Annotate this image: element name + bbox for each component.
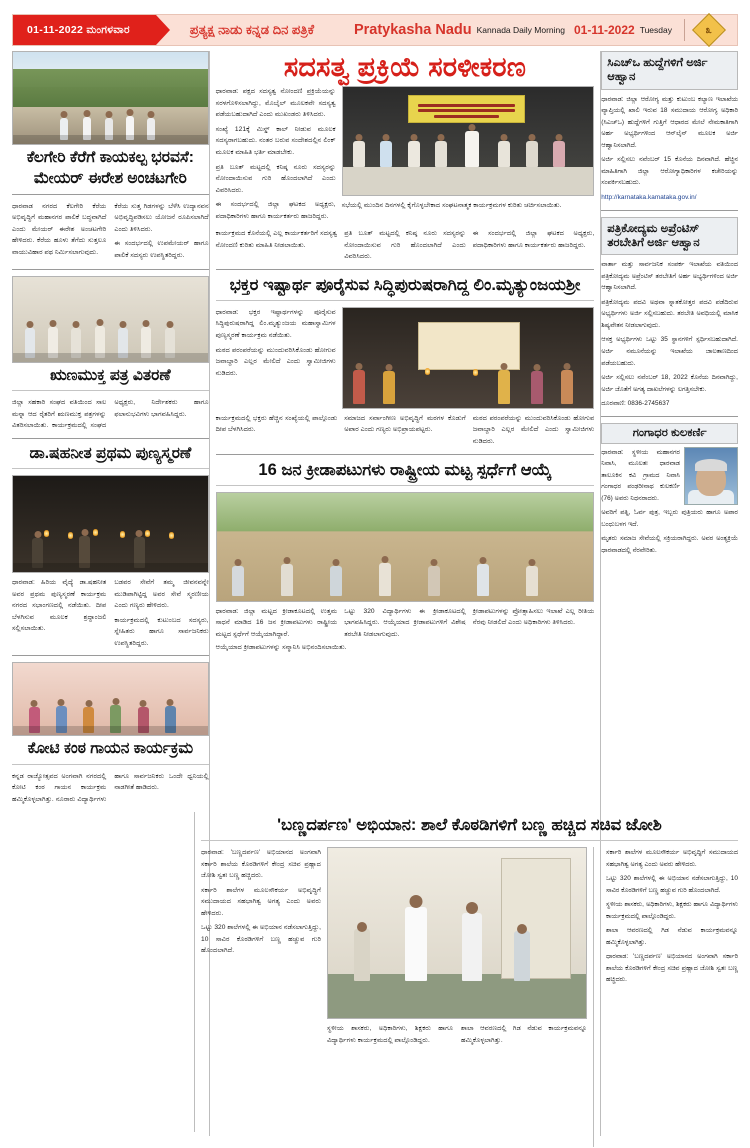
obituary-name: ಗಂಗಾಧರ ಕುಲಕರ್ಣಿ bbox=[601, 423, 738, 444]
lead-story-text-left bbox=[216, 86, 336, 225]
paint-story-text-right bbox=[606, 847, 738, 1147]
obituary-para-b: ಅವರಿಗೆ ಪತ್ನಿ, ಓರ್ವ ಪುತ್ರ, ಇಬ್ಬರು ಪುತ್ರಿಯರು ಹಾಗೂ ಅಪಾರ ಬಂಧುಬಳಗ ಇದೆ. bbox=[601, 509, 738, 528]
masthead-english-subtitle: Kannada Daily Morning bbox=[476, 25, 565, 35]
masthead-kannada-title: ಪ್ರತ್ಯಕ್ಷ ನಾಡು ಕನ್ನಡ ದಿನ ಪತ್ರಿಕೆ bbox=[189, 22, 315, 37]
paint-para-r5: ಧಾರವಾಡ: 'ಬಣ್ಣದರ್ಪಣ' ಅಭಿಯಾನದ ಅಂಗವಾಗಿ ಸರ್ಕಾರಿ ಶಾಲೆಯ ಕೊಠಡಿಗಳಿಗೆ ಕೇಂದ್ರ ಸಚಿವ ಪ್ರಹ್ಲಾದ ಜೋಶಿ ಸ್ವತಃ ಬಣ್ಣ ಹಚ್ಚಿದರು. bbox=[606, 953, 738, 984]
page-number-badge bbox=[692, 13, 726, 47]
paint-para-r4: ಶಾಲಾ ಆವರಣದಲ್ಲಿ ಗಿಡ ನೆಡುವ ಕಾರ್ಯಕ್ರಮವನ್ನೂ ಹಮ್ಮಿಕೊಳ್ಳಲಾಗಿತ್ತು. bbox=[606, 927, 738, 946]
left-story3-para-c: ಕಾರ್ಯಕ್ರಮದಲ್ಲಿ ಕುಟುಂಬದ ಸದಸ್ಯರು, ಸ್ನೇಹಿತರು ಹಾಗೂ ಸಾರ್ವಜನಿಕರು ಉಪಸ್ಥಿತರಿದ್ದರು. bbox=[114, 616, 209, 647]
left-story1-headline-line1: ಕೆಲಗೇರಿ ಕೆರೆಗೆ ಕಾಯಕಲ್ಪ ಭರವಸೆ: bbox=[26, 149, 194, 166]
obituary-para-c: ಮೃತರು ಸಮಾಜ ಸೇವೆಯಲ್ಲಿ ಸಕ್ರಿಯರಾಗಿದ್ದರು. ಅವರ ಅಂತ್ಯಕ್ರಿಯೆ ಧಾರವಾಡದಲ್ಲಿ ನೆರವೇರಿತು. bbox=[601, 535, 738, 554]
math-para-b: ಮಠದ ಪರಂಪರೆಯನ್ನು ಮುಂದುವರಿಸಿಕೊಂಡು ಹೋಗುವ ಜವಾಬ್ದಾರಿ ಎಲ್ಲರ ಮೇಲಿದೆ ಎಂದು ಸ್ವಾಮೀಜಿಗಳು ನುಡಿದರು. bbox=[215, 346, 336, 377]
notice2-para-b: ಪತ್ರಿಕೋದ್ಯಮ ಪದವಿ ಅಥವಾ ಸ್ನಾತಕೋತ್ತರ ಪದವಿ ಪಡೆದಿರುವ ಅಭ್ಯರ್ಥಿಗಳು ಅರ್ಜಿ ಸಲ್ಲಿಸಬಹುದು. ತರಬೇತಿ ಅವಧಿಯಲ್ಲಿ ಮಾಸಿಕ ಶಿಷ್ಯವೇತನ ನೀಡಲಾಗುವುದು. bbox=[601, 298, 738, 329]
notice1-website[interactable]: http://karnataka.kamataka.gov.in/ bbox=[601, 194, 697, 201]
left-story3-para-b: ಬಡವರ ಸೇವೆಗೆ ತಮ್ಮ ಜೀವನವನ್ನೇ ಮುಡಿಪಾಗಿಟ್ಟಿದ್ದ ಅವರ ಸೇವೆ ಸ್ಮರಣೀಯ ಎಂದು ಗಣ್ಯರು ಹೇಳಿದರು. bbox=[114, 579, 209, 610]
left-story1-headline-line2: ಮೇಯರ್ ಈರೇಶ ಅಂಚಟಗೇರಿ bbox=[33, 170, 187, 188]
photo-lamps bbox=[12, 475, 209, 573]
obituary-para-a: ಧಾರವಾಡ: ಸ್ಥಳೀಯ ಮಹಾನಗರ ನಿವಾಸಿ, ಮೂಲತಃ ಧಾರವಾಡ ತಾಲೂಕಿನ ಕವಿ ಗ್ರಾಮದ ನಿವಾಸಿ ಗಂಗಾಧರ ಪಂಢರೀನಾಥ ಕುಲಕರ್ಣಿ (76) ಅವರು ನಿಧನರಾದರು. bbox=[601, 448, 680, 502]
photo-paint bbox=[327, 847, 587, 1019]
notice2-body bbox=[601, 259, 738, 409]
bottom-left-column bbox=[12, 812, 194, 1147]
notice1-headline: ಸಿಎಚ್ಒ ಹುದ್ದೆಗಳಿಗೆ ಅರ್ಜಿ ಆಹ್ವಾನ bbox=[601, 51, 738, 90]
left-story4-para: ಕನ್ನಡ ರಾಜ್ಯೋತ್ಸವದ ಅಂಗವಾಗಿ ನಗರದಲ್ಲಿ ಕೋಟಿ ಕಂಠ ಗಾಯನ ಕಾರ್ಯಕ್ರಮ ಹಮ್ಮಿಕೊಳ್ಳಲಾಗಿತ್ತು. ನೂರಾರು ವಿದ್ಯಾರ್ಥಿಗಳು ಹಾಗೂ ಸಾರ್ವಜನಿಕರು ಒಂದೇ ಧ್ವನಿಯಲ್ಲಿ ನಾಡಗೀತೆ ಹಾಡಿದರು. bbox=[12, 772, 209, 803]
lead-para-f3: ಈ ಸಂದರ್ಭದಲ್ಲಿ ಜಿಲ್ಲಾ ಘಟಕದ ಅಧ್ಯಕ್ಷರು, ಪದಾಧಿಕಾರಿಗಳು ಹಾಗೂ ಕಾರ್ಯಕರ್ತರು ಹಾಜರಿದ್ದರು. bbox=[472, 230, 595, 249]
paint-para-e: ಶಾಲಾ ಆವರಣದಲ್ಲಿ ಗಿಡ ನೆಡುವ ಕಾರ್ಯಕ್ರಮವನ್ನೂ ಹಮ್ಮಿಕೊಳ್ಳಲಾಗಿತ್ತು. bbox=[461, 1025, 587, 1044]
photo-gayana bbox=[12, 662, 209, 736]
notice2-para-c: ಆಸಕ್ತ ಅಭ್ಯರ್ಥಿಗಳು ಒಟ್ಟು 35 ಸ್ಥಾನಗಳಿಗೆ ಸ್ಪರ್ಧಿಸಬಹುದಾಗಿದೆ. ಅರ್ಜಿ ನಮೂನೆಯನ್ನು ಇಲಾಖೆಯ ಜಾಲತಾಣದಿಂದ ಪಡೆಯಬಹುದು. bbox=[601, 336, 738, 367]
sports-para-c: ಕ್ರೀಡಾಪಟುಗಳನ್ನು ಪ್ರೋತ್ಸಾಹಿಸಲು ಇಲಾಖೆ ಎಲ್ಲ ರೀತಿಯ ನೆರವು ನೀಡಲಿದೆ ಎಂದು ಅಧಿಕಾರಿಗಳು ತಿಳಿಸಿದರು. bbox=[472, 607, 595, 627]
left-story1-para-b: ಕೆರೆಯ ಸುತ್ತ ಗಿಡಗಳನ್ನು ಬೆಳೆಸಿ ಉದ್ಯಾನವನ ಅಭಿವೃದ್ಧಿಪಡಿಸಲು ಯೋಜನೆ ರೂಪಿಸಲಾಗಿದೆ ಎಂದು ತಿಳಿಸಿದರು. bbox=[114, 202, 209, 233]
masthead-english-title: Pratykasha Nadu bbox=[353, 22, 472, 38]
notice2-contact: ದೂರವಾಣಿ: 0836-2745637 bbox=[601, 400, 670, 408]
math-para-e: ಮಠದ ಪರಂಪರೆಯನ್ನು ಮುಂದುವರಿಸಿಕೊಂಡು ಹೋಗುವ ಜವಾಬ್ದಾರಿ ಎಲ್ಲರ ಮೇಲಿದೆ ಎಂದು ಸ್ವಾಮೀಜಿಗಳು ನುಡಿದರು. bbox=[472, 414, 595, 445]
left-story1-body bbox=[12, 201, 209, 263]
sports-para-d: ಆಯ್ಕೆಯಾದ ಕ್ರೀಡಾಪಟುಗಳನ್ನು ಸನ್ಮಾನಿಸಿ ಅಭಿನಂದಿಸಲಾಯಿತು. bbox=[215, 644, 347, 652]
sports-story-body-extra bbox=[216, 642, 595, 654]
paint-para-a: ಧಾರವಾಡ: 'ಬಣ್ಣದರ್ಪಣ' ಅಭಿಯಾನದ ಅಂಗವಾಗಿ ಸರ್ಕಾರಿ ಶಾಲೆಯ ಕೊಠಡಿಗಳಿಗೆ ಕೇಂದ್ರ ಸಚಿವ ಪ್ರಹ್ಲಾದ ಜೋಶಿ ಸ್ವತಃ ಬಣ್ಣ ಹಚ್ಚಿದರು. bbox=[201, 849, 321, 880]
notice1-para-a: ಧಾರವಾಡ: ಜಿಲ್ಲಾ ಆರೋಗ್ಯ ಮತ್ತು ಕುಟುಂಬ ಕಲ್ಯಾಣ ಇಲಾಖೆಯ ವ್ಯಾಪ್ತಿಯಲ್ಲಿ ಖಾಲಿ ಇರುವ 18 ಸಮುದಾಯ ಆರೋಗ್ಯ ಅಧಿಕಾರಿ (ಸಿಎಚ್ಒ) ಹುದ್ದೆಗಳಿಗೆ ಗುತ್ತಿಗೆ ಆಧಾರದ ಮೇಲೆ ನೇಮಕಾತಿಗಾಗಿ ಅರ್ಹ ಅಭ್ಯರ್ಥಿಗಳಿಂದ ಆನ್‌ಲೈನ್ ಮೂಲಕ ಅರ್ಜಿ ಆಹ್ವಾನಿಸಲಾಗಿದೆ. bbox=[601, 95, 738, 149]
photo-sports bbox=[216, 492, 595, 602]
photo-lake bbox=[12, 51, 209, 145]
left-story4-headline: ಕೋಟಿ ಕಂಠ ಗಾಯನ ಕಾರ್ಯಕ್ರಮ bbox=[27, 740, 194, 758]
masthead-english-date: 01-11-2022 bbox=[573, 23, 635, 37]
lead-para-e: ಸಭೆಯಲ್ಲಿ ಮುಂದಿನ ದಿನಗಳಲ್ಲಿ ಕೈಗೊಳ್ಳಬೇಕಾದ ಸಂಘಟನಾತ್ಮಕ ಕಾರ್ಯಕ್ರಮಗಳ ಕುರಿತು ಚರ್ಚಿಸಲಾಯಿತು. bbox=[341, 202, 562, 210]
masthead-divider bbox=[684, 19, 685, 41]
lead-para-c: ಪ್ರತಿ ಬೂತ್ ಮಟ್ಟದಲ್ಲಿ ಕನಿಷ್ಠ ನೂರು ಸದಸ್ಯರನ್ನು ನೋಂದಾಯಿಸುವ ಗುರಿ ಹೊಂದಲಾಗಿದೆ ಎಂದು ವಿವರಿಸಿದರು. bbox=[215, 163, 336, 194]
masthead bbox=[12, 14, 738, 46]
left-story4-body bbox=[12, 771, 209, 806]
left-story2-headline: ಋಣಮುಕ್ತ ಪತ್ರ ವಿತರಣೆ bbox=[50, 366, 171, 384]
left-story3-para-a: ಧಾರವಾಡ: ಹಿರಿಯ ವೈದ್ಯೆ ಡಾ.ಷಹನೀತ ಅವರ ಪ್ರಥಮ ಪುಣ್ಯಸ್ಮರಣೆ ಕಾರ್ಯಕ್ರಮ ನಗರದ ಸಭಾಂಗಣದಲ್ಲಿ ನಡೆಯಿತು. ದೀಪ ಬೆಳಗಿಸುವ ಮೂಲಕ ಶ್ರದ್ಧಾಂಜಲಿ ಸಲ್ಲಿಸಲಾಯಿತು. bbox=[12, 579, 107, 633]
lead-para-a: ಧಾರವಾಡ: ಪಕ್ಷದ ಸದಸ್ಯತ್ವ ನೋಂದಣಿ ಪ್ರಕ್ರಿಯೆಯನ್ನು ಸರಳಗೊಳಿಸಲಾಗಿದ್ದು, ಮೊಬೈಲ್ ಮೂಲಕವೇ ಸದಸ್ಯತ್ವ ಪಡೆಯಬಹುದಾಗಿದೆ ಎಂದು ಮುಖಂಡರು ತಿಳಿಸಿದರು. bbox=[215, 88, 336, 119]
paint-para-r3: ಸ್ಥಳೀಯ ಶಾಸಕರು, ಅಧಿಕಾರಿಗಳು, ಶಿಕ್ಷಕರು ಹಾಗೂ ವಿದ್ಯಾರ್ಥಿಗಳು ಕಾರ್ಯಕ್ರಮದಲ್ಲಿ ಪಾಲ್ಗೊಂಡಿದ್ದರು. bbox=[606, 901, 738, 920]
lead-para-b: ಸಂಖ್ಯೆ 121ಕ್ಕೆ ಮಿಸ್ಡ್ ಕಾಲ್ ನೀಡುವ ಮೂಲಕ ಸದಸ್ಯರಾಗಬಹುದು. ನಂತರ ಬರುವ ಸಂದೇಶದಲ್ಲಿನ ಲಿಂಕ್ ಮೂಲಕ ಮಾಹಿತಿ ಭರ್ತಿ ಮಾಡಬೇಕು. bbox=[215, 125, 336, 156]
photo-meeting bbox=[342, 86, 595, 196]
masthead-date-flag: 01-11-2022 ಮಂಗಳವಾರ bbox=[13, 15, 156, 45]
page-number-value: ೩ bbox=[705, 23, 713, 36]
sports-story-body bbox=[216, 606, 595, 641]
lead-story-text-right bbox=[342, 200, 595, 212]
obituary-text bbox=[601, 447, 680, 508]
main-headline: ಸದಸತ್ವ ಪ್ರಕ್ರಿಯೆ ಸರಳೀಕರಣ bbox=[283, 52, 527, 82]
paint-para-r1: ಸರ್ಕಾರಿ ಶಾಲೆಗಳ ಮೂಲಸೌಕರ್ಯ ಅಭಿವೃದ್ಧಿಗೆ ಸಮುದಾಯದ ಸಹಭಾಗಿತ್ವ ಅಗತ್ಯ ಎಂದು ಅವರು ಹೇಳಿದರು. bbox=[606, 849, 738, 868]
bottom-section bbox=[12, 812, 738, 1147]
paint-story-text-left bbox=[201, 847, 321, 1147]
lead-para-d: ಈ ಸಂದರ್ಭದಲ್ಲಿ ಜಿಲ್ಲಾ ಘಟಕದ ಅಧ್ಯಕ್ಷರು, ಪದಾಧಿಕಾರಿಗಳು ಹಾಗೂ ಕಾರ್ಯಕರ್ತರು ಹಾಜರಿದ್ದರು. bbox=[215, 201, 336, 220]
obituary-block bbox=[601, 447, 738, 508]
left-story1-para-a: ಧಾರವಾಡ ನಗರದ ಕೆಲಗೇರಿ ಕೆರೆಯ ಅಭಿವೃದ್ಧಿಗೆ ಮಹಾನಗರ ಪಾಲಿಕೆ ಬದ್ಧವಾಗಿದೆ ಎಂದು ಮೇಯರ್ ಈರೇಶ ಅಂಚಟಗೇರಿ ಹೇಳಿದರು. ಕೆರೆಯ ಹೂಳು ತೆಗೆದು ಸುತ್ತಲೂ ವಾಯುವಿಹಾರ ಪಥ ನಿರ್ಮಿಸಲಾಗುವುದು. bbox=[12, 202, 107, 256]
paint-para-r2: ಒಟ್ಟು 320 ಶಾಲೆಗಳಲ್ಲಿ ಈ ಅಭಿಯಾನ ನಡೆಸಲಾಗುತ್ತಿದ್ದು, 10 ಸಾವಿರ ಕೊಠಡಿಗಳಿಗೆ ಬಣ್ಣ ಹಚ್ಚುವ ಗುರಿ ಹೊಂದಲಾಗಿದೆ. bbox=[606, 875, 738, 894]
sports-para-a: ಧಾರವಾಡ: ಜಿಲ್ಲಾ ಮಟ್ಟದ ಕ್ರೀಡಾಕೂಟದಲ್ಲಿ ಉತ್ತಮ ಸಾಧನೆ ಮಾಡಿದ 16 ಜನ ಕ್ರೀಡಾಪಟುಗಳು ರಾಷ್ಟ್ರೀಯ ಮಟ್ಟದ ಸ್ಪರ್ಧೆಗೆ ಆಯ್ಕೆಯಾಗಿದ್ದಾರೆ. bbox=[215, 607, 338, 638]
lead-story-text-bottom bbox=[216, 228, 595, 263]
paint-para-b: ಸರ್ಕಾರಿ ಶಾಲೆಗಳ ಮೂಲಸೌಕರ್ಯ ಅಭಿವೃದ್ಧಿಗೆ ಸಮುದಾಯದ ಸಹಭಾಗಿತ್ವ ಅಗತ್ಯ ಎಂದು ಅವರು ಹೇಳಿದರು. bbox=[201, 886, 321, 917]
paint-story-text-under bbox=[327, 1023, 587, 1049]
notice2-para-a: ವಾರ್ತಾ ಮತ್ತು ಸಾರ್ವಜನಿಕ ಸಂಪರ್ಕ ಇಲಾಖೆಯ ವತಿಯಿಂದ ಪತ್ರಿಕೋದ್ಯಮ ಅಪ್ರೆಂಟಿಸ್ ತರಬೇತಿಗೆ ಅರ್ಹ ಅಭ್ಯರ್ಥಿಗಳಿಂದ ಅರ್ಜಿ ಆಹ್ವಾನಿಸಲಾಗಿದೆ. bbox=[601, 261, 738, 292]
lead-para-f2: ಪ್ರತಿ ಬೂತ್ ಮಟ್ಟದಲ್ಲಿ ಕನಿಷ್ಠ ನೂರು ಸದಸ್ಯರನ್ನು ನೋಂದಾಯಿಸುವ ಗುರಿ ಹೊಂದಲಾಗಿದೆ ಎಂದು ವಿವರಿಸಿದರು. bbox=[344, 230, 466, 261]
masthead-day: Tuesday bbox=[639, 25, 672, 35]
lead-para-f: ಕಾರ್ಯಕ್ರಮದ ಕೊನೆಯಲ್ಲಿ ಎಲ್ಲ ಕಾರ್ಯಕರ್ತರಿಗೆ ಸದಸ್ಯತ್ವ ನೋಂದಣಿ ಕುರಿತು ಮಾಹಿತಿ ನೀಡಲಾಯಿತು. bbox=[215, 230, 338, 249]
obituary-text-continued bbox=[601, 507, 738, 556]
photo-math-event bbox=[342, 307, 595, 409]
left-story1-para-c: ಈ ಸಂದರ್ಭದಲ್ಲಿ ಉಪಮೇಯರ್ ಹಾಗೂ ಪಾಲಿಕೆ ಸದಸ್ಯರು ಉಪಸ್ಥಿತರಿದ್ದರು. bbox=[114, 240, 209, 259]
photo-meeting-banner bbox=[408, 95, 525, 123]
paint-para-d: ಸ್ಥಳೀಯ ಶಾಸಕರು, ಅಧಿಕಾರಿಗಳು, ಶಿಕ್ಷಕರು ಹಾಗೂ ವಿದ್ಯಾರ್ಥಿಗಳು ಕಾರ್ಯಕ್ರಮದಲ್ಲಿ ಪಾಲ್ಗೊಂಡಿದ್ದರು. bbox=[327, 1025, 453, 1044]
notice1-para-b: ಅರ್ಜಿ ಸಲ್ಲಿಸಲು ನವೆಂಬರ್ 15 ಕೊನೆಯ ದಿನವಾಗಿದೆ. ಹೆಚ್ಚಿನ ಮಾಹಿತಿಗಾಗಿ ಜಿಲ್ಲಾ ಆರೋಗ್ಯಾಧಿಕಾರಿಗಳ ಕಚೇರಿಯನ್ನು ಸಂಪರ್ಕಿಸಬಹುದು. bbox=[601, 156, 738, 187]
notice2-headline: ಪತ್ರಿಕೋದ್ಯಮ ಅಪ್ರೆಂಟಿಸ್ ತರಬೇತಿಗೆ ಅರ್ಜಿ ಆಹ್ವಾನ bbox=[601, 217, 738, 256]
sports-para-b: ಒಟ್ಟು 320 ವಿದ್ಯಾರ್ಥಿಗಳು ಈ ಕ್ರೀಡಾಕೂಟದಲ್ಲಿ ಭಾಗವಹಿಸಿದ್ದರು. ಆಯ್ಕೆಯಾದ ಕ್ರೀಡಾಪಟುಗಳಿಗೆ ವಿಶೇಷ ತರಬೇತಿ ನೀಡಲಾಗುವುದು. bbox=[344, 607, 466, 638]
math-story-text-left bbox=[216, 307, 336, 409]
math-story-headline: ಭಕ್ತರ ಇಷ್ಟಾರ್ಥ ಪೂರೈಸುವ ಸಿದ್ಧಿಪುರುಷರಾಗಿದ್ದ ಲಿಂ.ಮೃತ್ಯುಂಜಯಶ್ರೀ bbox=[229, 275, 581, 294]
photo-certificates bbox=[12, 276, 209, 363]
math-para-c: ಕಾರ್ಯಕ್ರಮದಲ್ಲಿ ಭಕ್ತರು ಹೆಚ್ಚಿನ ಸಂಖ್ಯೆಯಲ್ಲಿ ಪಾಲ್ಗೊಂಡು ದೀಪ ಬೆಳಗಿಸಿದರು. bbox=[215, 414, 338, 434]
paint-story-headline: 'ಬಣ್ಣದರ್ಪಣ' ಅಭಿಯಾನ: ಶಾಲೆ ಕೊಠಡಿಗಳಿಗೆ ಬಣ್ಣ ಹಚ್ಚಿದ ಸಚಿವ ಜೋಶಿ bbox=[277, 816, 662, 834]
left-story3-body bbox=[12, 577, 209, 649]
notice2-para-d: ಅರ್ಜಿ ಸಲ್ಲಿಸಲು ನವೆಂಬರ್ 18, 2022 ಕೊನೆಯ ದಿನವಾಗಿದ್ದು, ಅರ್ಜಿ ಜೊತೆಗೆ ಅಗತ್ಯ ದಾಖಲೆಗಳನ್ನು ಲಗತ್ತಿಸಬೇಕು. bbox=[601, 374, 738, 393]
notice1-body bbox=[601, 94, 738, 204]
sports-story-headline: 16 ಜನ ಕ್ರೀಡಾಪಟುಗಳು ರಾಷ್ಟ್ರೀಯ ಮಟ್ಟ ಸ್ಪರ್ಧೆಗೆ ಆಯ್ಕೆ bbox=[258, 460, 552, 479]
paint-para-c: ಒಟ್ಟು 320 ಶಾಲೆಗಳಲ್ಲಿ ಈ ಅಭಿಯಾನ ನಡೆಸಲಾಗುತ್ತಿದ್ದು, 10 ಸಾವಿರ ಕೊಠಡಿಗಳಿಗೆ ಬಣ್ಣ ಹಚ್ಚುವ ಗುರಿ ಹೊಂದಲಾಗಿದೆ. bbox=[201, 924, 321, 955]
math-story-text-bottom bbox=[216, 413, 595, 448]
obituary-portrait bbox=[684, 447, 738, 505]
left-story2-para: ಜಿಲ್ಲಾ ಸಹಕಾರಿ ಸಂಘದ ವತಿಯಿಂದ ಸಾಲ ಮನ್ನಾ ಆದ ರೈತರಿಗೆ ಋಣಮುಕ್ತ ಪತ್ರಗಳನ್ನು ವಿತರಿಸಲಾಯಿತು. ಕಾರ್ಯಕ್ರಮದಲ್ಲಿ ಸಂಘದ ಅಧ್ಯಕ್ಷರು, ನಿರ್ದೇಶಕರು ಹಾಗೂ ಫಲಾನುಭವಿಗಳು ಭಾಗವಹಿಸಿದ್ದರು. bbox=[12, 399, 209, 430]
left-story2-body bbox=[12, 397, 209, 432]
math-para-a: ಧಾರವಾಡ: ಭಕ್ತರ ಇಷ್ಟಾರ್ಥಗಳನ್ನು ಪೂರೈಸುವ ಸಿದ್ಧಿಪುರುಷರಾಗಿದ್ದ ಲಿಂ.ಮೃತ್ಯುಂಜಯ ಮಹಾಸ್ವಾಮಿಗಳ ಪುಣ್ಯಸ್ಮರಣೆ ಕಾರ್ಯಕ್ರಮ ನಡೆಯಿತು. bbox=[215, 308, 336, 339]
math-para-d: ಸಮಾಜದ ಸರ್ವಾಂಗೀಣ ಅಭಿವೃದ್ಧಿಗೆ ಮಠಗಳ ಕೊಡುಗೆ ಅಪಾರ ಎಂದು ಗಣ್ಯರು ಅಭಿಪ್ರಾಯಪಟ್ಟರು. bbox=[344, 414, 466, 434]
left-story3-headline: ಡಾ.ಷಹನೀತ ಪ್ರಥಮ ಪುಣ್ಯಸ್ಮರಣೆ bbox=[29, 444, 192, 462]
